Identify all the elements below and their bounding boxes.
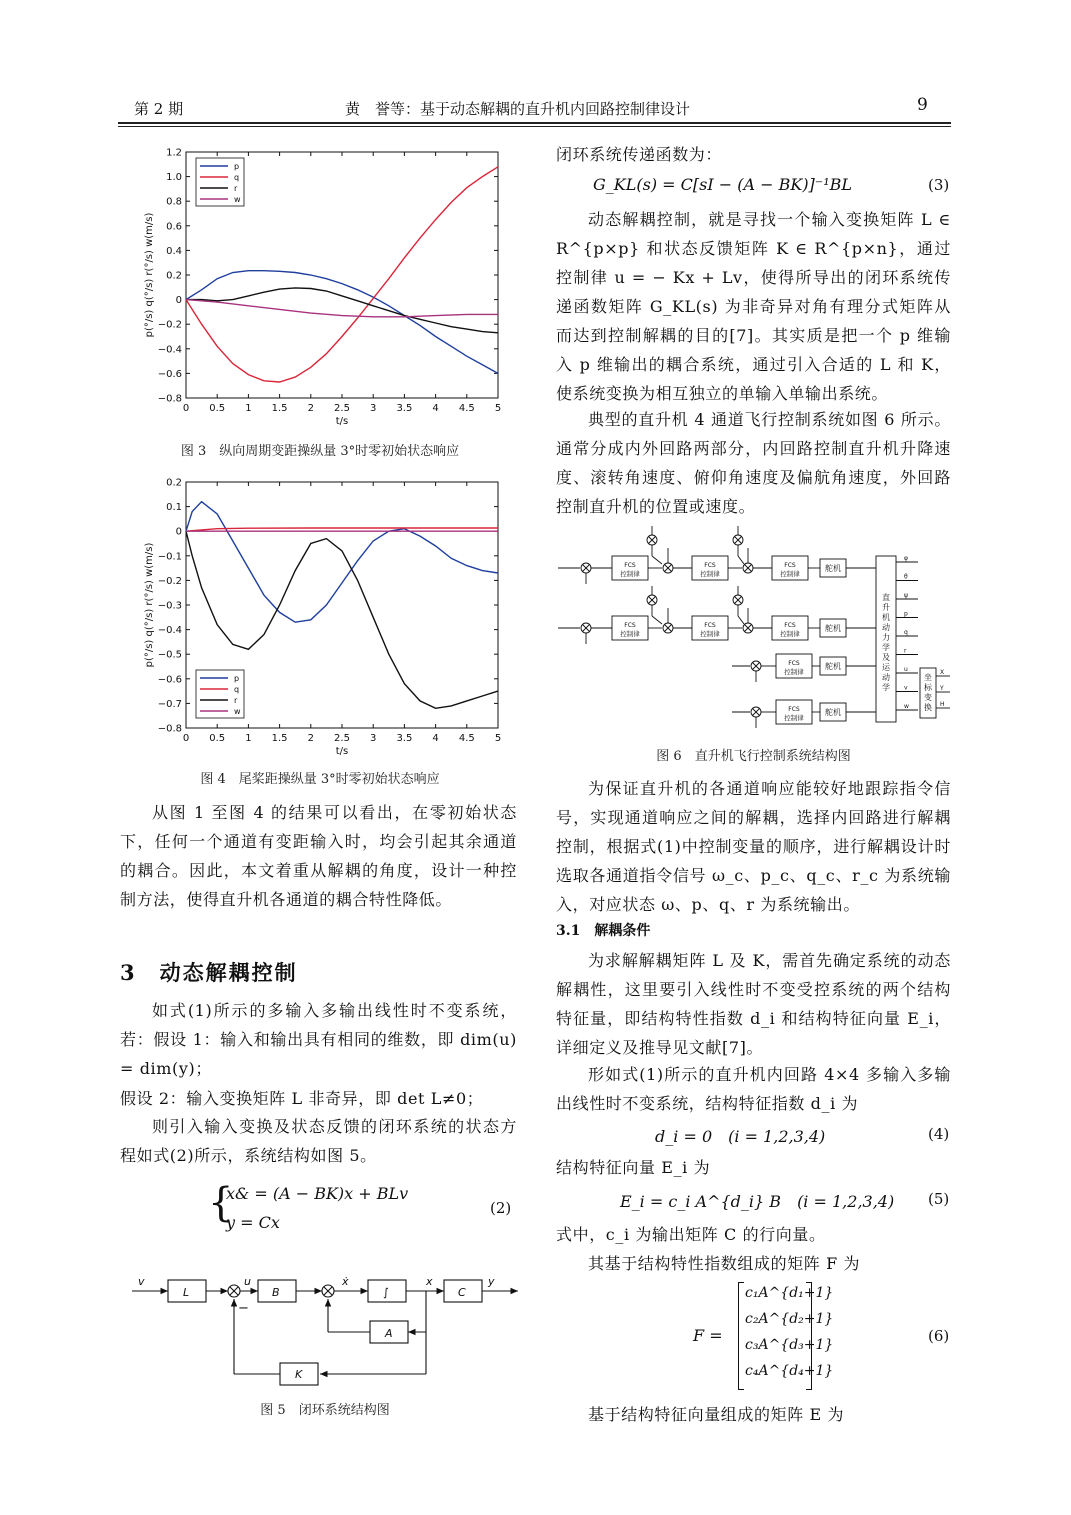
- x-tick-label: 2: [307, 403, 314, 414]
- output-label: u: [904, 666, 908, 673]
- y-tick-label: 0.4: [166, 245, 182, 257]
- y-tick-label: −0.2: [157, 575, 182, 587]
- output-label: w: [904, 703, 909, 710]
- y-axis-label: p(°/s) q(°/s) r(°/s) w(m/s): [144, 212, 155, 338]
- x-tick-label: 1: [245, 403, 252, 414]
- coord-output-label: Y: [940, 685, 944, 692]
- fcs-ctrl-label: 控制律: [780, 570, 800, 578]
- fcs-ctrl-label: 控制律: [620, 570, 640, 578]
- fcs-label: FCS: [784, 562, 796, 569]
- signal-line: [652, 556, 662, 564]
- fcs-label: FCS: [784, 622, 796, 629]
- y-tick-label: 0.2: [166, 270, 182, 282]
- signal-v-label: v: [138, 1275, 145, 1288]
- x-tick-label: 4.5: [458, 403, 475, 414]
- y-tick-label: −0.4: [157, 625, 182, 637]
- coord-label-char: 换: [924, 703, 932, 712]
- fcs-label: FCS: [788, 660, 800, 667]
- equation-3: G_KL(s) = C[sI − (A − BK)]⁻¹BL: [593, 175, 853, 194]
- right-paragraph-3: 为保证直升机的各通道响应能较好地跟踪指令信号，实现通道响应之间的解耦，选择内回路进行解耦控制，根据式(1)中控制变量的顺序，进行解耦设计时选取各通道指令信号 ω_c、p_c、q_c、r_c 为系统输入，对应状态 ω、p、q、r 为系统输出。: [556, 779, 951, 914]
- y-tick-label: −0.5: [157, 649, 182, 661]
- dynamics-label-char: 学: [882, 643, 890, 652]
- signal-line: [652, 616, 662, 624]
- series-line-p: [186, 502, 498, 623]
- y-tick-label: 1.2: [166, 147, 182, 159]
- figure-4-chart: [130, 470, 510, 760]
- left-paragraph-3: 假设 2：输入变换矩阵 L 非奇异，即 det L≠0；: [120, 1089, 484, 1108]
- running-title: 黄 誉等：基于动态解耦的直升机内回路控制律设计: [345, 100, 691, 118]
- x-tick-label: 5: [494, 733, 502, 744]
- matrix-row-4: c₄A^{d₄+1}: [745, 1363, 834, 1379]
- figure-4-caption: 图 4 尾桨距操纵量 3°时零初始状态响应: [200, 772, 440, 787]
- legend-label-r: r: [234, 696, 238, 705]
- legend-label-w: w: [234, 195, 241, 204]
- matrix-row-3: c₃A^{d₃+1}: [745, 1337, 834, 1353]
- signal-x-label: x: [426, 1275, 433, 1288]
- y-tick-label: 0.6: [166, 221, 182, 233]
- y-tick-label: −0.1: [157, 551, 182, 563]
- right-intro: 闭环系统传递函数为：: [556, 145, 723, 164]
- right-paragraph-2: 典型的直升机 4 通道飞行控制系统如图 6 所示。通常分成内外回路两部分，内回路控制直升机升降速度、滚转角速度、俯仰角速度及偏航角速度，外回路控制直升机的位置或速度。: [556, 410, 951, 516]
- x-tick-label: 1: [245, 733, 252, 744]
- x-tick-label: 0: [182, 403, 190, 414]
- dynamics-label-char: 机: [882, 613, 890, 622]
- legend-label-p: p: [234, 674, 240, 683]
- actuator-label: 舵机: [825, 662, 841, 671]
- dynamics-label-char: 运: [882, 663, 890, 672]
- coord-output-label: X: [940, 669, 945, 676]
- matrix-row-2: c₂A^{d₂+1}: [745, 1311, 834, 1327]
- y-tick-label: −0.7: [157, 698, 182, 710]
- legend-label-p: p: [234, 162, 240, 171]
- output-label: φ: [904, 555, 908, 562]
- equation-5-number: (5): [928, 1190, 950, 1208]
- y-tick-label: 1.0: [166, 172, 182, 184]
- header-rule-thin: [118, 126, 951, 127]
- output-label: q: [904, 629, 908, 636]
- series-line-p: [186, 271, 498, 374]
- output-label: v: [904, 684, 908, 692]
- journal-issue: 第 2 期: [134, 100, 184, 118]
- output-label: r: [904, 647, 907, 655]
- block-L-label: L: [183, 1286, 190, 1299]
- dynamics-label-char: 直: [882, 593, 890, 602]
- fcs-ctrl-label: 控制律: [620, 630, 640, 638]
- dynamics-label-char: 动: [882, 673, 890, 682]
- block-C-label: C: [458, 1286, 466, 1299]
- x-axis-label: t/s: [335, 746, 349, 757]
- equation-4: d_i = 0 (i = 1,2,3,4): [655, 1127, 826, 1146]
- fcs-label: FCS: [704, 562, 716, 569]
- equation-2-line-2: y = Cx: [226, 1213, 280, 1232]
- minus-sign: −: [238, 1301, 249, 1316]
- dynamics-label-char: 升: [882, 603, 890, 612]
- x-tick-label: 1.5: [271, 403, 288, 414]
- fcs-label: FCS: [624, 562, 636, 569]
- signal-line: [738, 556, 744, 564]
- x-tick-label: 3.5: [396, 403, 413, 414]
- fcs-ctrl-label: 控制律: [700, 570, 720, 578]
- right-paragraph-8: 其基于结构特性指数组成的矩阵 F 为: [588, 1254, 861, 1273]
- block-K-label: K: [295, 1368, 303, 1381]
- y-tick-label: −0.6: [157, 674, 182, 686]
- coord-label-char: 坐: [924, 673, 932, 682]
- x-tick-label: 2: [307, 733, 314, 744]
- x-tick-label: 5: [494, 403, 502, 414]
- x-tick-label: 2.5: [334, 733, 350, 744]
- section-3-heading: 3 动态解耦控制: [120, 960, 298, 985]
- x-tick-label: 3: [370, 403, 377, 414]
- coord-label-char: 变: [924, 693, 932, 702]
- dynamics-label-char: 动: [882, 623, 890, 632]
- x-tick-label: 0.5: [209, 403, 226, 414]
- x-axis-label: t/s: [335, 416, 349, 427]
- right-paragraph-5: 形如式(1)所示的直升机内回路 4×4 多输入多输出线性时不变系统，结构特征指数 d_i 为: [556, 1065, 951, 1113]
- figure-3-chart: [130, 140, 510, 430]
- fcs-ctrl-label: 控制律: [700, 630, 720, 638]
- matrix-row-1: c₁A^{d₁+1}: [745, 1285, 834, 1301]
- coord-label-char: 标: [924, 683, 932, 692]
- x-tick-label: 1.5: [271, 733, 288, 744]
- fcs-ctrl-label: 控制律: [784, 714, 804, 722]
- equation-2-brace: {: [208, 1180, 234, 1226]
- series-line-r: [186, 288, 498, 333]
- fcs-label: FCS: [624, 622, 636, 629]
- y-tick-label: −0.4: [157, 344, 182, 356]
- legend-label-r: r: [234, 184, 238, 193]
- actuator-label: 舵机: [825, 624, 841, 633]
- x-tick-label: 2.5: [334, 403, 350, 414]
- y-tick-label: 0: [175, 295, 182, 307]
- x-tick-label: 4: [432, 733, 439, 744]
- x-tick-label: 0: [182, 733, 190, 744]
- x-tick-label: 4.5: [458, 733, 475, 744]
- signal-xdot-label: ẋ: [342, 1275, 349, 1288]
- dynamics-label-char: 学: [882, 683, 890, 692]
- signal-y-label: y: [488, 1275, 495, 1288]
- figure-6-diagram: [556, 518, 951, 730]
- coord-output-label: H: [940, 701, 945, 708]
- right-paragraph-9: 基于结构特征向量组成的矩阵 E 为: [588, 1405, 845, 1424]
- x-tick-label: 3.5: [396, 733, 413, 744]
- y-axis-label: p(°/s) q(°/s) r(°/s) w(m/s): [144, 542, 155, 668]
- signal-u-label: u: [244, 1275, 251, 1288]
- fcs-ctrl-label: 控制律: [780, 630, 800, 638]
- block-A-label: A: [385, 1327, 393, 1340]
- legend-label-q: q: [234, 173, 240, 182]
- output-label: θ: [904, 573, 908, 581]
- actuator-label: 舵机: [825, 708, 841, 717]
- page-number: 9: [917, 95, 928, 115]
- y-tick-label: −0.2: [157, 319, 182, 331]
- header-rule: [118, 122, 951, 124]
- y-tick-label: 0: [175, 526, 182, 538]
- equation-5: E_i = c_i A^{d_i} B (i = 1,2,3,4): [620, 1192, 895, 1211]
- left-paragraph-4: 则引入输入变换及状态反馈的闭环系统的状态方程如式(2)所示，系统结构如图 5。: [120, 1117, 517, 1165]
- x-tick-label: 3: [370, 733, 377, 744]
- figure-5-diagram: [130, 1268, 520, 1390]
- fcs-ctrl-label: 控制律: [784, 668, 804, 676]
- legend-label-q: q: [234, 685, 240, 694]
- actuator-label: 舵机: [825, 564, 841, 573]
- right-paragraph-7: 式中，c_i 为输出矩阵 C 的行向量。: [556, 1225, 826, 1244]
- left-paragraph-1: 从图 1 至图 4 的结果可以看出，在零初始状态下，任何一个通道有变距输入时，均会引起其余通道的耦合。因此，本文着重从解耦的角度，设计一种控制方法，使得直升机各通道的耦合特性降低。: [120, 803, 517, 909]
- figure-3-caption: 图 3 纵向周期变距操纵量 3°时零初始状态响应: [180, 444, 460, 459]
- y-tick-label: −0.6: [157, 368, 182, 380]
- y-tick-label: −0.8: [157, 393, 182, 405]
- fcs-label: FCS: [788, 706, 800, 713]
- dynamics-label-char: 力: [882, 633, 890, 642]
- right-paragraph-4: 为求解解耦矩阵 L 及 K，需首先确定系统的动态解耦性，这里要引入线性时不变受控系统的两个结构特征量，即结构特性指数 d_i 和结构特征向量 E_i，详细定义及推导见文献[7]。: [556, 951, 951, 1057]
- equation-4-number: (4): [928, 1125, 950, 1143]
- legend-label-w: w: [234, 707, 241, 716]
- left-paragraph-2: 如式(1)所示的多输入多输出线性时不变系统，若：假设 1：输入和输出具有相同的维数，即 dim(u) = dim(y)；: [120, 1001, 517, 1078]
- y-tick-label: 0.8: [166, 196, 182, 208]
- equation-6-matrix: [738, 1282, 834, 1390]
- figure-5-caption: 图 5 闭环系统结构图: [260, 1403, 390, 1418]
- x-tick-label: 0.5: [209, 733, 226, 744]
- right-paragraph-6: 结构特征向量 E_i 为: [556, 1158, 711, 1177]
- fcs-label: FCS: [704, 622, 716, 629]
- series-line-w: [186, 300, 498, 317]
- output-label: ψ: [904, 592, 908, 599]
- x-tick-label: 4: [432, 403, 439, 414]
- figure-6-caption: 图 6 直升机飞行控制系统结构图: [656, 749, 851, 764]
- output-label: p: [904, 610, 908, 618]
- block-B-label: B: [272, 1286, 280, 1299]
- equation-6-lhs: F =: [693, 1326, 723, 1345]
- block-integrator-label: ∫: [383, 1286, 389, 1299]
- y-tick-label: 0.1: [166, 502, 182, 514]
- dynamics-label-char: 及: [882, 653, 890, 662]
- subsection-3-1-heading: 3.1 解耦条件: [556, 923, 651, 939]
- equation-2-line-1: x& = (A − BK)x + BLv: [226, 1184, 409, 1203]
- equation-3-number: (3): [928, 176, 950, 194]
- y-tick-label: −0.8: [157, 723, 182, 735]
- equation-2-number: (2): [490, 1199, 512, 1217]
- right-paragraph-1: 动态解耦控制，就是寻找一个输入变换矩阵 L ∈ R^{p×p} 和状态反馈矩阵 K ∈ R^{p×n}，通过控制律 u = − Kx + Lv，使得所导出的闭环系统传递函数矩阵 G_KL(s) 为非奇异对角有理分式矩阵从而达到控制解耦的目的[7]。其实质是把一个 p 维输入 p 维输出的耦合系统，通过引入合适的 L 和 K，使系统变换为相互独立的单输入单输出系统。: [556, 210, 951, 403]
- y-tick-label: −0.3: [157, 600, 182, 612]
- equation-6-number: (6): [928, 1327, 950, 1345]
- y-tick-label: 0.2: [166, 477, 182, 489]
- signal-line: [738, 616, 744, 624]
